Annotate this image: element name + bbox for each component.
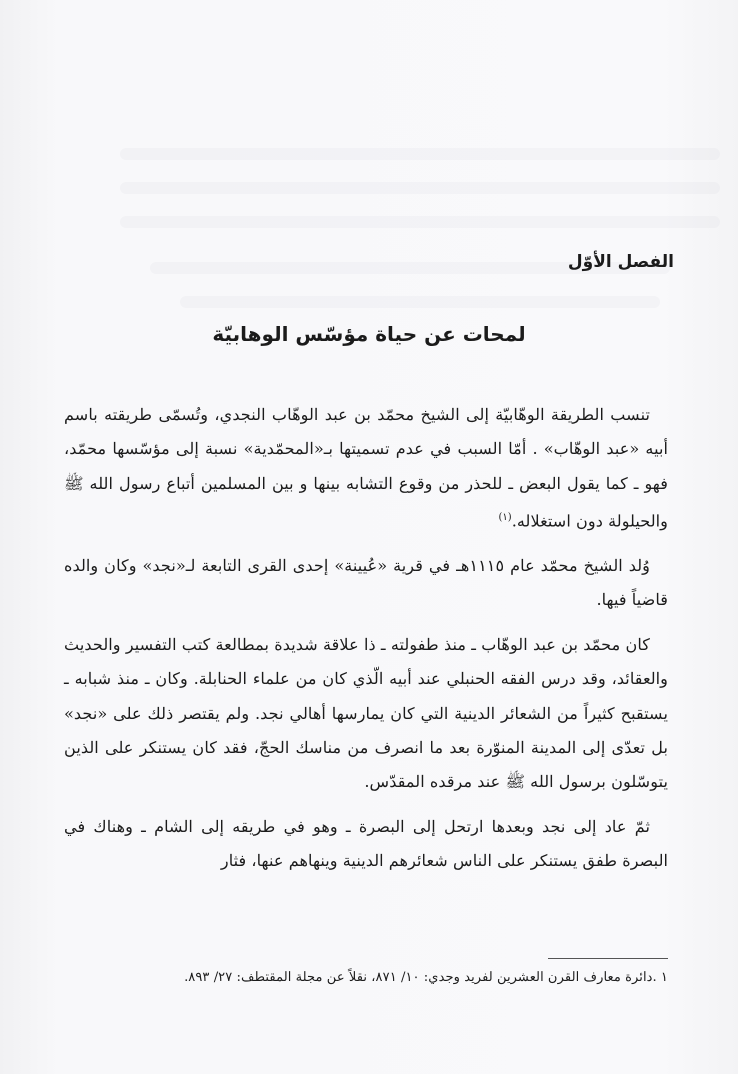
show-through-mark xyxy=(180,296,660,308)
footnote-reference: (١) xyxy=(498,512,512,524)
body-text xyxy=(64,398,668,889)
show-through-mark xyxy=(120,148,720,160)
page-title: لمحات عن حياة مؤسّس الوهابيّة xyxy=(212,322,526,346)
paragraph-text: تنسب الطريقة الوهّابيّة إلى الشيخ محمّد بن عبد الوهّاب النجدي، وتُسمّى طريقته باسم أبيه «عبد الوهّاب» . أمّا السبب في عدم تسميتها بـ«المحمّدية» نسبة إلى مؤسّسها محمّد، فهو ـ كما يقول البعض ـ للحذر من وقوع التشابه بينها و بين المسلمين أتباع رسول الله ﷺ والحيلولة دون استغلاله. xyxy=(64,405,668,531)
show-through-mark xyxy=(120,216,720,228)
paragraph-2: وُلد الشيخ محمّد عام ١١١٥هـ في قرية «عُيينة» إحدى القرى التابعة لـ«نجد» وكان والده قاضياً فيها. xyxy=(64,556,668,610)
paragraph-3: كان محمّد بن عبد الوهّاب ـ منذ طفولته ـ ذا علاقة شديدة بمطالعة كتب التفسير والحديث والعقائد، وقد درس الفقه الحنبلي عند أبيه الّذي كان من علماء الحنابلة. وكان ـ منذ شبابه ـ يستقبح كثيراً من الشعائر الدينية التي كان يمارسها أهالي نجد. ولم يقتصر ذلك على «نجد» بل تعدّى إلى المدينة المنوّرة بعد ما انصرف من مناسك الحجّ، فقد كان يستنكر على الذين يتوسّلون برسول الله ﷺ عند مرقده المقدّس. xyxy=(64,634,668,792)
chapter-label: الفصل الأوّل xyxy=(567,252,674,272)
paragraph-4: ثمّ عاد إلى نجد وبعدها ارتحل إلى البصرة ـ وهو في طريقه إلى الشام ـ وهناك في البصرة طفق يستنكر على الناس شعائرهم الدينية وينهاهم عنها، فثار xyxy=(64,816,668,871)
paragraph-1 xyxy=(64,398,668,539)
footnote-divider xyxy=(548,958,668,959)
footnote: ١ .دائرة معارف القرن العشرين لفريد وجدي: ١٠/ ٨٧١، نقلاً عن مجلة المقتطف: ٢٧/ ٨٩٣. xyxy=(184,970,668,985)
show-through-mark xyxy=(120,182,720,194)
